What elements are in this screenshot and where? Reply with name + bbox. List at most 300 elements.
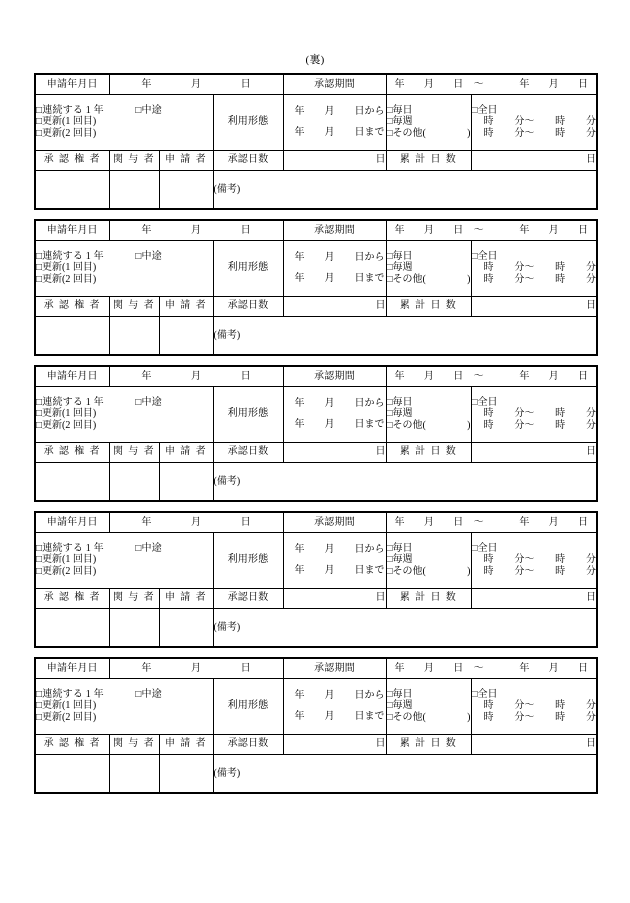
usage-date-until[interactable] <box>284 127 386 139</box>
applicant-label: 申 請 者 <box>159 588 213 608</box>
usage-date-from[interactable] <box>284 544 386 556</box>
cumulative-days-unit: 日 <box>586 738 597 750</box>
remarks-label: (備考) <box>213 767 241 779</box>
application-date-field[interactable] <box>109 74 283 94</box>
application-block <box>34 73 598 210</box>
approval-period-label: 承認期間 <box>283 658 386 678</box>
approved-days-row <box>35 150 597 170</box>
month-unit: 月 <box>191 662 201 674</box>
checkbox-other[interactable]: □その他( <box>386 565 426 577</box>
time-2-start-minute: 分～ <box>514 419 535 431</box>
applicant-label: 申 請 者 <box>159 150 213 170</box>
period-end-year: 年 <box>519 370 530 382</box>
period-end-month: 月 <box>548 662 559 674</box>
checkbox-every-week[interactable]: □毎週 <box>386 408 413 420</box>
checkbox-mid-term[interactable]: □中途 <box>135 250 162 262</box>
usage-date-range-field[interactable] <box>283 386 386 442</box>
checkbox-continuous-one-year[interactable]: □連続する 1 年 <box>36 542 104 554</box>
checkbox-every-day[interactable]: □毎日 <box>386 396 413 408</box>
approval-period-field[interactable] <box>386 658 597 678</box>
time-2-start-minute: 分～ <box>514 711 535 723</box>
period-end-year: 年 <box>519 662 530 674</box>
time-2-start-hour: 時 <box>483 565 494 577</box>
period-start-month: 月 <box>423 516 434 528</box>
checkbox-renewal-1[interactable]: □更新(1 回目) <box>36 262 97 274</box>
approver-signature-field[interactable] <box>35 462 109 501</box>
approved-days-field[interactable] <box>283 734 386 754</box>
from-year-unit: 年 <box>294 398 305 409</box>
application-date-field[interactable] <box>109 220 283 240</box>
approved-days-label: 承認日数 <box>213 588 283 608</box>
application-kind-checkbox-group[interactable] <box>35 532 213 588</box>
approved-days-unit: 日 <box>375 738 386 750</box>
cumulative-days-field[interactable] <box>471 150 597 170</box>
usage-type-row <box>35 94 597 150</box>
checkbox-renewal-1[interactable]: □更新(1 回目) <box>36 408 97 420</box>
application-kind-checkbox-group[interactable] <box>35 678 213 734</box>
time-1-start-hour: 時 <box>483 408 494 420</box>
time-1-end-hour: 時 <box>555 262 566 274</box>
until-year-unit: 年 <box>294 272 305 284</box>
checkbox-mid-term[interactable]: □中途 <box>135 542 162 554</box>
applicant-signature-field[interactable] <box>159 608 213 647</box>
from-month-unit: 月 <box>324 398 335 409</box>
application-date-field[interactable] <box>109 658 283 678</box>
cumulative-days-field[interactable] <box>471 734 597 754</box>
time-1-start-minute: 分～ <box>514 408 535 420</box>
cumulative-days-field[interactable] <box>471 442 597 462</box>
period-start-month: 月 <box>423 370 434 382</box>
from-day-unit: 日から <box>354 252 385 263</box>
period-start-day: 日 <box>453 662 464 674</box>
checkbox-all-day[interactable]: □全日 <box>471 396 498 408</box>
period-end-month: 月 <box>548 224 559 236</box>
time-1-start-minute: 分～ <box>514 700 535 712</box>
time-range-2[interactable] <box>472 566 597 578</box>
time-2-start-hour: 時 <box>483 273 494 285</box>
checkbox-every-week[interactable]: □毎週 <box>386 262 413 274</box>
from-month-unit: 月 <box>324 544 335 555</box>
from-day-unit: 日から <box>354 398 385 409</box>
time-1-end-minute: 分 <box>586 408 596 420</box>
approved-days-label: 承認日数 <box>213 734 283 754</box>
cumulative-days-label: 累 計 日 数 <box>386 296 471 316</box>
time-2-end-minute: 分 <box>586 127 596 139</box>
approval-period-label: 承認期間 <box>283 366 386 386</box>
remarks-label: (備考) <box>213 329 241 341</box>
usage-date-range-field[interactable] <box>283 678 386 734</box>
application-date-label: 申請年月日 <box>35 512 109 532</box>
remarks-label: (備考) <box>213 621 241 633</box>
period-start-day: 日 <box>453 516 464 528</box>
time-2-start-minute: 分～ <box>514 273 535 285</box>
applicant-signature-field[interactable] <box>159 170 213 209</box>
period-start-year: 年 <box>394 224 405 236</box>
usage-date-from[interactable] <box>284 690 386 702</box>
period-start-year: 年 <box>394 370 405 382</box>
involved-party-signature-field[interactable] <box>109 754 159 793</box>
checkbox-renewal-1[interactable]: □更新(1 回目) <box>36 700 97 712</box>
approver-signature-field[interactable] <box>35 608 109 647</box>
application-block <box>34 657 598 794</box>
period-end-day: 日 <box>578 662 589 674</box>
until-year-unit: 年 <box>294 710 305 722</box>
period-start-day: 日 <box>453 370 464 382</box>
until-month-unit: 月 <box>324 126 335 138</box>
checkbox-renewal-2[interactable]: □更新(2 回目) <box>36 127 97 139</box>
approved-days-field[interactable] <box>283 296 386 316</box>
checkbox-other-close-paren: ) <box>467 711 471 723</box>
checkbox-other[interactable]: □その他( <box>386 711 426 723</box>
period-end-year: 年 <box>519 224 530 236</box>
period-end-month: 月 <box>548 78 559 90</box>
checkbox-other-close-paren: ) <box>467 419 471 431</box>
time-range-1[interactable] <box>472 116 597 128</box>
application-kind-checkbox-group[interactable] <box>35 240 213 296</box>
usage-type-row <box>35 532 597 588</box>
period-start-month: 月 <box>423 78 434 90</box>
application-kind-checkbox-group[interactable] <box>35 94 213 150</box>
cumulative-days-unit: 日 <box>586 300 597 312</box>
application-date-label: 申請年月日 <box>35 658 109 678</box>
checkbox-renewal-1[interactable]: □更新(1 回目) <box>36 554 97 566</box>
checkbox-continuous-one-year[interactable]: □連続する 1 年 <box>36 396 104 408</box>
frequency-checkbox-group[interactable] <box>386 386 471 442</box>
usage-date-range-field[interactable] <box>283 240 386 296</box>
approval-period-field[interactable] <box>386 74 597 94</box>
period-end-day: 日 <box>578 78 589 90</box>
application-date-row <box>35 658 597 678</box>
approver-label: 承 認 権 者 <box>35 588 109 608</box>
approver-label: 承 認 権 者 <box>35 150 109 170</box>
remarks-row <box>35 462 597 501</box>
period-tilde: ～ <box>473 224 484 236</box>
application-kind-checkbox-group[interactable] <box>35 386 213 442</box>
time-range-group[interactable] <box>471 94 597 150</box>
checkbox-renewal-2[interactable]: □更新(2 回目) <box>36 273 97 285</box>
approval-period-label: 承認期間 <box>283 512 386 532</box>
usage-date-range-field[interactable] <box>283 94 386 150</box>
time-range-2[interactable] <box>472 712 597 724</box>
year-unit: 年 <box>141 516 152 528</box>
time-1-start-hour: 時 <box>483 700 494 712</box>
involved-party-label: 関 与 者 <box>109 734 159 754</box>
approver-signature-field[interactable] <box>35 754 109 793</box>
usage-date-until[interactable] <box>284 711 386 723</box>
cumulative-days-label: 累 計 日 数 <box>386 442 471 462</box>
month-unit: 月 <box>191 516 201 528</box>
time-1-start-minute: 分～ <box>514 554 535 566</box>
approved-days-row <box>35 588 597 608</box>
approved-days-field[interactable] <box>283 588 386 608</box>
time-2-start-hour: 時 <box>483 127 494 139</box>
page-marker: (裏) <box>305 54 325 66</box>
cumulative-days-label: 累 計 日 数 <box>386 150 471 170</box>
application-date-field[interactable] <box>109 366 283 386</box>
approver-label: 承 認 権 者 <box>35 734 109 754</box>
usage-date-range-field[interactable] <box>283 532 386 588</box>
application-block <box>34 365 598 502</box>
usage-date-from[interactable] <box>284 106 386 118</box>
until-year-unit: 年 <box>294 564 305 576</box>
period-tilde: ～ <box>473 662 484 674</box>
approved-days-row <box>35 296 597 316</box>
approver-signature-field[interactable] <box>35 170 109 209</box>
applicant-signature-field[interactable] <box>159 316 213 355</box>
time-2-end-minute: 分 <box>586 273 596 285</box>
application-block <box>34 219 598 356</box>
involved-party-label: 関 与 者 <box>109 150 159 170</box>
month-unit: 月 <box>191 370 201 382</box>
usage-date-until[interactable] <box>284 419 386 431</box>
period-start-year: 年 <box>394 78 405 90</box>
checkbox-all-day[interactable]: □全日 <box>471 688 498 700</box>
time-range-2[interactable] <box>472 274 597 286</box>
frequency-checkbox-group[interactable] <box>386 532 471 588</box>
period-start-month: 月 <box>423 224 434 236</box>
year-unit: 年 <box>141 662 152 674</box>
cumulative-days-field[interactable] <box>471 296 597 316</box>
from-year-unit: 年 <box>294 106 305 117</box>
period-start-day: 日 <box>453 224 464 236</box>
cumulative-days-label: 累 計 日 数 <box>386 734 471 754</box>
checkbox-renewal-2[interactable]: □更新(2 回目) <box>36 419 97 431</box>
from-month-unit: 月 <box>324 106 335 117</box>
time-2-start-minute: 分～ <box>514 127 535 139</box>
time-1-end-hour: 時 <box>555 408 566 420</box>
involved-party-signature-field[interactable] <box>109 170 159 209</box>
checkbox-every-day[interactable]: □毎日 <box>386 688 413 700</box>
checkbox-other-close-paren: ) <box>467 127 471 139</box>
year-unit: 年 <box>141 78 152 90</box>
until-year-unit: 年 <box>294 126 305 138</box>
year-unit: 年 <box>141 224 152 236</box>
from-day-unit: 日から <box>354 106 385 117</box>
time-range-2[interactable] <box>472 420 597 432</box>
until-month-unit: 月 <box>324 564 335 576</box>
until-month-unit: 月 <box>324 418 335 430</box>
time-range-1[interactable] <box>472 554 597 566</box>
checkbox-renewal-1[interactable]: □更新(1 回目) <box>36 116 97 128</box>
remarks-row <box>35 170 597 209</box>
time-1-start-minute: 分～ <box>514 262 535 274</box>
application-date-field[interactable] <box>109 512 283 532</box>
usage-type-row <box>35 386 597 442</box>
involved-party-signature-field[interactable] <box>109 316 159 355</box>
period-end-day: 日 <box>578 516 589 528</box>
checkbox-every-week[interactable]: □毎週 <box>386 116 413 128</box>
checkbox-renewal-2[interactable]: □更新(2 回目) <box>36 711 97 723</box>
approved-days-field[interactable] <box>283 442 386 462</box>
time-range-1[interactable] <box>472 408 597 420</box>
period-tilde: ～ <box>473 516 484 528</box>
frequency-checkbox-group[interactable] <box>386 240 471 296</box>
checkbox-continuous-one-year[interactable]: □連続する 1 年 <box>36 104 104 116</box>
time-2-end-minute: 分 <box>586 419 596 431</box>
checkbox-continuous-one-year[interactable]: □連続する 1 年 <box>36 688 104 700</box>
checkbox-all-day[interactable]: □全日 <box>471 542 498 554</box>
checkbox-renewal-2[interactable]: □更新(2 回目) <box>36 565 97 577</box>
usage-date-until[interactable] <box>284 565 386 577</box>
time-2-end-hour: 時 <box>555 711 566 723</box>
time-1-end-hour: 時 <box>555 554 566 566</box>
from-year-unit: 年 <box>294 544 305 555</box>
approval-period-field[interactable] <box>386 512 597 532</box>
approved-days-unit: 日 <box>375 300 386 312</box>
involved-party-label: 関 与 者 <box>109 588 159 608</box>
checkbox-continuous-one-year[interactable]: □連続する 1 年 <box>36 250 104 262</box>
checkbox-mid-term[interactable]: □中途 <box>135 688 162 700</box>
day-unit: 日 <box>240 370 251 382</box>
time-range-1[interactable] <box>472 262 597 274</box>
checkbox-other-close-paren: ) <box>467 273 471 285</box>
period-tilde: ～ <box>473 78 484 90</box>
application-date-row <box>35 220 597 240</box>
checkbox-mid-term[interactable]: □中途 <box>135 104 162 116</box>
time-1-start-hour: 時 <box>483 262 494 274</box>
until-day-unit: 日まで <box>354 710 385 722</box>
checkbox-every-week[interactable]: □毎週 <box>386 554 413 566</box>
remarks-field[interactable] <box>213 316 597 355</box>
approved-days-row <box>35 442 597 462</box>
checkbox-every-day[interactable]: □毎日 <box>386 250 413 262</box>
checkbox-other[interactable]: □その他( <box>386 127 426 139</box>
time-range-1[interactable] <box>472 700 597 712</box>
applicant-label: 申 請 者 <box>159 296 213 316</box>
approved-days-field[interactable] <box>283 150 386 170</box>
applicant-signature-field[interactable] <box>159 754 213 793</box>
usage-date-until[interactable] <box>284 273 386 285</box>
cumulative-days-unit: 日 <box>586 592 597 604</box>
involved-party-signature-field[interactable] <box>109 462 159 501</box>
remarks-row <box>35 754 597 793</box>
involved-party-label: 関 与 者 <box>109 296 159 316</box>
time-1-end-minute: 分 <box>586 700 596 712</box>
approver-label: 承 認 権 者 <box>35 442 109 462</box>
approval-period-field[interactable] <box>386 220 597 240</box>
day-unit: 日 <box>240 224 251 236</box>
time-1-start-hour: 時 <box>483 116 494 128</box>
month-unit: 月 <box>191 78 201 90</box>
until-month-unit: 月 <box>324 710 335 722</box>
until-day-unit: 日まで <box>354 418 385 430</box>
cumulative-days-label: 累 計 日 数 <box>386 588 471 608</box>
checkbox-every-day[interactable]: □毎日 <box>386 542 413 554</box>
day-unit: 日 <box>240 516 251 528</box>
checkbox-every-day[interactable]: □毎日 <box>386 104 413 116</box>
time-range-group[interactable] <box>471 240 597 296</box>
time-2-end-hour: 時 <box>555 127 566 139</box>
period-end-month: 月 <box>548 516 559 528</box>
time-2-start-hour: 時 <box>483 711 494 723</box>
approval-period-field[interactable] <box>386 366 597 386</box>
remarks-field[interactable] <box>213 754 597 793</box>
period-start-month: 月 <box>423 662 434 674</box>
period-end-day: 日 <box>578 224 589 236</box>
checkbox-other[interactable]: □その他( <box>386 273 426 285</box>
remarks-field[interactable] <box>213 462 597 501</box>
time-range-group[interactable] <box>471 386 597 442</box>
until-year-unit: 年 <box>294 418 305 430</box>
approved-days-unit: 日 <box>375 154 386 166</box>
time-2-start-hour: 時 <box>483 419 494 431</box>
month-unit: 月 <box>191 224 201 236</box>
remarks-label: (備考) <box>213 183 241 195</box>
checkbox-other-close-paren: ) <box>467 565 471 577</box>
usage-type-label: 利用形態 <box>213 94 283 150</box>
time-1-end-minute: 分 <box>586 262 596 274</box>
until-day-unit: 日まで <box>354 126 385 138</box>
time-1-end-minute: 分 <box>586 116 596 128</box>
applicant-signature-field[interactable] <box>159 462 213 501</box>
application-block <box>34 511 598 648</box>
approved-days-label: 承認日数 <box>213 442 283 462</box>
involved-party-label: 関 与 者 <box>109 442 159 462</box>
cumulative-days-unit: 日 <box>586 154 597 166</box>
cumulative-days-field[interactable] <box>471 588 597 608</box>
remarks-row <box>35 316 597 355</box>
usage-type-row <box>35 240 597 296</box>
from-day-unit: 日から <box>354 690 385 701</box>
application-block-list <box>34 73 596 794</box>
remarks-row <box>35 608 597 647</box>
approved-days-label: 承認日数 <box>213 150 283 170</box>
remarks-field[interactable] <box>213 170 597 209</box>
checkbox-all-day[interactable]: □全日 <box>471 104 498 116</box>
until-month-unit: 月 <box>324 272 335 284</box>
application-date-row <box>35 512 597 532</box>
day-unit: 日 <box>240 662 251 674</box>
from-year-unit: 年 <box>294 252 305 263</box>
approver-label: 承 認 権 者 <box>35 296 109 316</box>
from-day-unit: 日から <box>354 544 385 555</box>
involved-party-signature-field[interactable] <box>109 608 159 647</box>
period-tilde: ～ <box>473 370 484 382</box>
time-range-2[interactable] <box>472 128 597 140</box>
time-range-group[interactable] <box>471 532 597 588</box>
application-date-label: 申請年月日 <box>35 366 109 386</box>
approver-signature-field[interactable] <box>35 316 109 355</box>
frequency-checkbox-group[interactable] <box>386 678 471 734</box>
application-date-label: 申請年月日 <box>35 74 109 94</box>
time-1-end-minute: 分 <box>586 554 596 566</box>
usage-date-from[interactable] <box>284 398 386 410</box>
approved-days-row <box>35 734 597 754</box>
usage-type-label: 利用形態 <box>213 240 283 296</box>
until-day-unit: 日まで <box>354 564 385 576</box>
time-1-start-hour: 時 <box>483 554 494 566</box>
time-2-end-hour: 時 <box>555 565 566 577</box>
time-range-group[interactable] <box>471 678 597 734</box>
remarks-field[interactable] <box>213 608 597 647</box>
time-2-end-hour: 時 <box>555 273 566 285</box>
checkbox-other[interactable]: □その他( <box>386 419 426 431</box>
period-end-year: 年 <box>519 516 530 528</box>
checkbox-every-week[interactable]: □毎週 <box>386 700 413 712</box>
applicant-label: 申 請 者 <box>159 442 213 462</box>
applicant-label: 申 請 者 <box>159 734 213 754</box>
time-1-end-hour: 時 <box>555 700 566 712</box>
approved-days-unit: 日 <box>375 446 386 458</box>
approved-days-label: 承認日数 <box>213 296 283 316</box>
until-day-unit: 日まで <box>354 272 385 284</box>
remarks-label: (備考) <box>213 475 241 487</box>
checkbox-all-day[interactable]: □全日 <box>471 250 498 262</box>
usage-date-from[interactable] <box>284 252 386 264</box>
frequency-checkbox-group[interactable] <box>386 94 471 150</box>
usage-type-label: 利用形態 <box>213 386 283 442</box>
checkbox-mid-term[interactable]: □中途 <box>135 396 162 408</box>
